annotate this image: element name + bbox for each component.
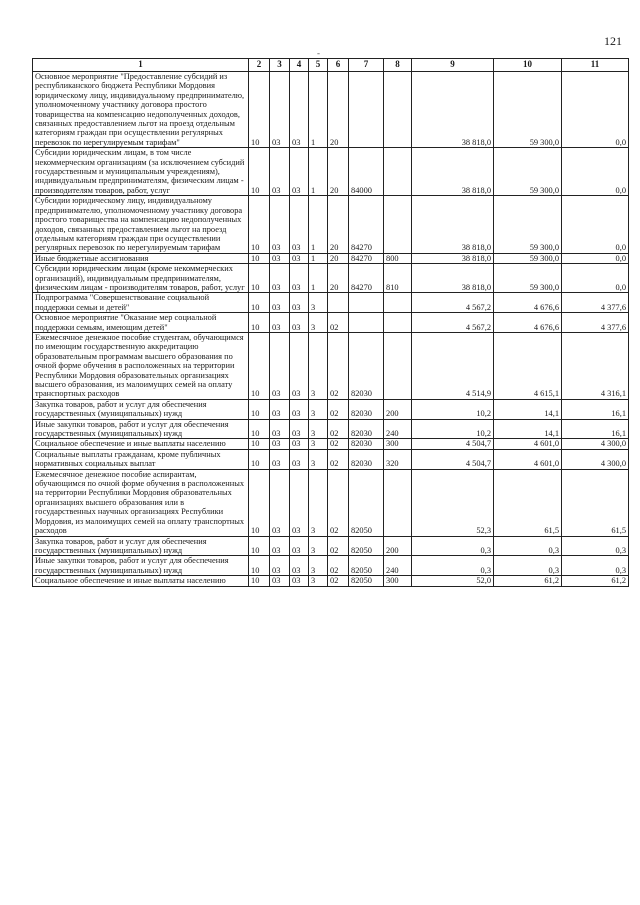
direction-code xyxy=(349,72,384,148)
row-name: Иные закупки товаров, работ и услуг для обеспечения государственных (муниципальных) нужд xyxy=(33,419,249,439)
row-name: Закупка товаров, работ и услуг для обеспечения государственных (муниципальных) нужд xyxy=(33,399,249,419)
page-number: 121 xyxy=(604,34,622,48)
amount-year-1: 10,2 xyxy=(412,419,494,439)
activity-code: 02 xyxy=(328,399,349,419)
amount-year-3: 4 377,6 xyxy=(562,313,629,333)
expense-type-code xyxy=(384,313,412,333)
table-row xyxy=(33,576,629,586)
expense-type-code: 240 xyxy=(384,556,412,576)
column-header: 1 xyxy=(33,59,249,72)
activity-code: 20 xyxy=(328,196,349,253)
row-name: Ежемесячное денежное пособие студентам, обучающимся по имеющим государственную аккредитацию образовательным программам высшего образования по очной форме обучения в расположенных на территории Республики Мордовия образовательных организациях высшего образования, из малоимущих семей на оплату транспортных расходов xyxy=(33,332,249,399)
subprogram-code: 3 xyxy=(309,536,328,556)
table-row xyxy=(33,313,629,333)
amount-year-2: 4 601,0 xyxy=(494,439,562,449)
section-code: 10 xyxy=(249,313,270,333)
amount-year-1: 38 818,0 xyxy=(412,253,494,263)
amount-year-1: 10,2 xyxy=(412,399,494,419)
amount-year-2: 4 676,6 xyxy=(494,293,562,313)
column-header: 5 xyxy=(309,59,328,72)
subsection-code: 03 xyxy=(270,264,290,293)
subsection-code: 03 xyxy=(270,576,290,586)
subprogram-code: 3 xyxy=(309,399,328,419)
table-row xyxy=(33,253,629,263)
subprogram-code: 3 xyxy=(309,556,328,576)
amount-year-3: 4 300,0 xyxy=(562,449,629,469)
subprogram-code: 3 xyxy=(309,449,328,469)
expense-type-code: 800 xyxy=(384,253,412,263)
subprogram-code: 1 xyxy=(309,148,328,196)
program-code: 03 xyxy=(290,72,309,148)
column-header: 6 xyxy=(328,59,349,72)
amount-year-3: 0,0 xyxy=(562,196,629,253)
table-row xyxy=(33,536,629,556)
section-code: 10 xyxy=(249,419,270,439)
subsection-code: 03 xyxy=(270,196,290,253)
subsection-code: 03 xyxy=(270,332,290,399)
amount-year-1: 38 818,0 xyxy=(412,196,494,253)
expense-type-code: 810 xyxy=(384,264,412,293)
direction-code: 82030 xyxy=(349,439,384,449)
column-header: 11 xyxy=(562,59,629,72)
subprogram-code: 3 xyxy=(309,419,328,439)
subprogram-code: 3 xyxy=(309,439,328,449)
column-header: 3 xyxy=(270,59,290,72)
amount-year-1: 4 514,9 xyxy=(412,332,494,399)
table-row xyxy=(33,449,629,469)
subprogram-code: 1 xyxy=(309,196,328,253)
subprogram-code: 3 xyxy=(309,576,328,586)
amount-year-2: 59 300,0 xyxy=(494,72,562,148)
amount-year-2: 61,5 xyxy=(494,469,562,536)
activity-code: 20 xyxy=(328,264,349,293)
expense-type-code: 200 xyxy=(384,536,412,556)
program-code: 03 xyxy=(290,536,309,556)
section-code: 10 xyxy=(249,253,270,263)
table-row xyxy=(33,332,629,399)
amount-year-2: 4 615,1 xyxy=(494,332,562,399)
row-name: Основное мероприятие "Оказание мер социальной поддержки семьям, имеющим детей" xyxy=(33,313,249,333)
table-row xyxy=(33,72,629,148)
amount-year-2: 0,3 xyxy=(494,556,562,576)
amount-year-1: 38 818,0 xyxy=(412,148,494,196)
row-name: Субсидии юридическому лицу, индивидуальному предпринимателю, уполномоченному участнику договора простого товарищества на компенсацию недополученных доходов, связанных предоставлением льгот на проезд отдельным категориям граждан при осуществлении регулярных перевозок по нерегулируемым тарифам xyxy=(33,196,249,253)
top-mark: - xyxy=(317,48,320,58)
direction-code: 84270 xyxy=(349,264,384,293)
row-name: Субсидии юридическим лицам (кроме некоммерческих организаций), индивидуальным предпринимателям, физическим лицам - производителям товаров, работ, услуг xyxy=(33,264,249,293)
amount-year-1: 4 504,7 xyxy=(412,449,494,469)
expense-type-code xyxy=(384,196,412,253)
activity-code: 02 xyxy=(328,419,349,439)
amount-year-1: 52,3 xyxy=(412,469,494,536)
activity-code: 02 xyxy=(328,576,349,586)
row-name: Ежемесячное денежное пособие аспирантам, обучающимся по очной форме обучения в расположенных на территории Республики Мордовия образовательных организациях высшего образования или в государственных научных организациях Республики Мордовия, из малоимущих семей на оплату транспортных расходов xyxy=(33,469,249,536)
subsection-code: 03 xyxy=(270,469,290,536)
amount-year-1: 4 567,2 xyxy=(412,293,494,313)
amount-year-2: 61,2 xyxy=(494,576,562,586)
amount-year-3: 61,5 xyxy=(562,469,629,536)
program-code: 03 xyxy=(290,449,309,469)
expense-type-code: 300 xyxy=(384,576,412,586)
column-header: 10 xyxy=(494,59,562,72)
table-row xyxy=(33,439,629,449)
table-row xyxy=(33,419,629,439)
amount-year-3: 0,3 xyxy=(562,556,629,576)
expense-type-code: 300 xyxy=(384,439,412,449)
program-code: 03 xyxy=(290,313,309,333)
subprogram-code: 3 xyxy=(309,293,328,313)
section-code: 10 xyxy=(249,196,270,253)
subprogram-code: 3 xyxy=(309,332,328,399)
row-name: Иные бюджетные ассигнования xyxy=(33,253,249,263)
section-code: 10 xyxy=(249,332,270,399)
activity-code: 02 xyxy=(328,536,349,556)
amount-year-2: 14,1 xyxy=(494,419,562,439)
amount-year-3: 4 300,0 xyxy=(562,439,629,449)
subsection-code: 03 xyxy=(270,399,290,419)
subprogram-code: 3 xyxy=(309,469,328,536)
direction-code: 82050 xyxy=(349,469,384,536)
expense-type-code xyxy=(384,293,412,313)
program-code: 03 xyxy=(290,576,309,586)
amount-year-2: 59 300,0 xyxy=(494,148,562,196)
amount-year-3: 4 316,1 xyxy=(562,332,629,399)
row-name: Субсидии юридическим лицам, в том числе некоммерческим организациям (за исключением субсидий государственным и муниципальным учреждениям), индивидуальным предпринимателям, физическим лицам - производителям товаров, работ, услуг xyxy=(33,148,249,196)
row-name: Основное мероприятие "Предоставление субсидий из республиканского бюджета Республики Мордовия юридическому лицу, индивидуальному предпринимателю, уполномоченному участнику договора простого товарищества на компенсацию недополученных доходов, связанных предоставлением льгот на проезд отдельным категориям граждан при осуществлении регулярных перевозок по нерегулируемым тарифам" xyxy=(33,72,249,148)
amount-year-1: 38 818,0 xyxy=(412,72,494,148)
expense-type-code: 320 xyxy=(384,449,412,469)
section-code: 10 xyxy=(249,72,270,148)
amount-year-3: 0,0 xyxy=(562,148,629,196)
row-name: Закупка товаров, работ и услуг для обеспечения государственных (муниципальных) нужд xyxy=(33,536,249,556)
section-code: 10 xyxy=(249,293,270,313)
expense-type-code xyxy=(384,72,412,148)
subsection-code: 03 xyxy=(270,148,290,196)
amount-year-3: 16,1 xyxy=(562,419,629,439)
subprogram-code: 1 xyxy=(309,72,328,148)
table-row xyxy=(33,469,629,536)
amount-year-1: 52,0 xyxy=(412,576,494,586)
table-row xyxy=(33,556,629,576)
amount-year-3: 0,3 xyxy=(562,536,629,556)
column-header: 8 xyxy=(384,59,412,72)
subsection-code: 03 xyxy=(270,449,290,469)
activity-code: 02 xyxy=(328,469,349,536)
subsection-code: 03 xyxy=(270,293,290,313)
activity-code xyxy=(328,293,349,313)
program-code: 03 xyxy=(290,264,309,293)
section-code: 10 xyxy=(249,556,270,576)
section-code: 10 xyxy=(249,449,270,469)
expense-type-code xyxy=(384,469,412,536)
program-code: 03 xyxy=(290,439,309,449)
subsection-code: 03 xyxy=(270,536,290,556)
direction-code: 82050 xyxy=(349,536,384,556)
column-header: 2 xyxy=(249,59,270,72)
amount-year-1: 4 504,7 xyxy=(412,439,494,449)
amount-year-3: 0,0 xyxy=(562,72,629,148)
activity-code: 02 xyxy=(328,313,349,333)
direction-code xyxy=(349,293,384,313)
program-code: 03 xyxy=(290,253,309,263)
activity-code: 20 xyxy=(328,72,349,148)
amount-year-2: 4 676,6 xyxy=(494,313,562,333)
section-code: 10 xyxy=(249,399,270,419)
table-row xyxy=(33,148,629,196)
section-code: 10 xyxy=(249,148,270,196)
expense-type-code: 240 xyxy=(384,419,412,439)
header-row xyxy=(33,59,629,72)
direction-code: 82030 xyxy=(349,449,384,469)
column-header: 9 xyxy=(412,59,494,72)
section-code: 10 xyxy=(249,536,270,556)
subprogram-code: 3 xyxy=(309,313,328,333)
direction-code: 84270 xyxy=(349,196,384,253)
program-code: 03 xyxy=(290,332,309,399)
activity-code: 20 xyxy=(328,253,349,263)
subsection-code: 03 xyxy=(270,72,290,148)
amount-year-1: 0,3 xyxy=(412,556,494,576)
section-code: 10 xyxy=(249,439,270,449)
row-name: Подпрограмма "Совершенствование социальной поддержки семьи и детей" xyxy=(33,293,249,313)
amount-year-1: 38 818,0 xyxy=(412,264,494,293)
activity-code: 02 xyxy=(328,449,349,469)
row-name: Иные закупки товаров, работ и услуг для обеспечения государственных (муниципальных) нужд xyxy=(33,556,249,576)
activity-code: 02 xyxy=(328,556,349,576)
budget-table xyxy=(32,58,629,587)
amount-year-3: 16,1 xyxy=(562,399,629,419)
section-code: 10 xyxy=(249,469,270,536)
subsection-code: 03 xyxy=(270,556,290,576)
subprogram-code: 1 xyxy=(309,253,328,263)
column-header: 4 xyxy=(290,59,309,72)
program-code: 03 xyxy=(290,148,309,196)
activity-code: 02 xyxy=(328,332,349,399)
subsection-code: 03 xyxy=(270,253,290,263)
column-header: 7 xyxy=(349,59,384,72)
activity-code: 20 xyxy=(328,148,349,196)
amount-year-3: 4 377,6 xyxy=(562,293,629,313)
amount-year-2: 59 300,0 xyxy=(494,196,562,253)
amount-year-2: 0,3 xyxy=(494,536,562,556)
section-code: 10 xyxy=(249,576,270,586)
program-code: 03 xyxy=(290,419,309,439)
table-row xyxy=(33,293,629,313)
direction-code: 82030 xyxy=(349,332,384,399)
direction-code: 82050 xyxy=(349,576,384,586)
program-code: 03 xyxy=(290,556,309,576)
program-code: 03 xyxy=(290,293,309,313)
direction-code: 82030 xyxy=(349,399,384,419)
amount-year-2: 59 300,0 xyxy=(494,253,562,263)
expense-type-code xyxy=(384,148,412,196)
amount-year-3: 61,2 xyxy=(562,576,629,586)
row-name: Социальные выплаты гражданам, кроме публичных нормативных социальных выплат xyxy=(33,449,249,469)
amount-year-3: 0,0 xyxy=(562,264,629,293)
direction-code: 82030 xyxy=(349,419,384,439)
direction-code: 82050 xyxy=(349,556,384,576)
amount-year-3: 0,0 xyxy=(562,253,629,263)
amount-year-1: 4 567,2 xyxy=(412,313,494,333)
subsection-code: 03 xyxy=(270,313,290,333)
direction-code: 84000 xyxy=(349,148,384,196)
program-code: 03 xyxy=(290,196,309,253)
row-name: Социальное обеспечение и иные выплаты населению xyxy=(33,576,249,586)
expense-type-code: 200 xyxy=(384,399,412,419)
amount-year-2: 4 601,0 xyxy=(494,449,562,469)
amount-year-2: 14,1 xyxy=(494,399,562,419)
subsection-code: 03 xyxy=(270,439,290,449)
program-code: 03 xyxy=(290,469,309,536)
amount-year-2: 59 300,0 xyxy=(494,264,562,293)
table-row xyxy=(33,264,629,293)
expense-type-code xyxy=(384,332,412,399)
program-code: 03 xyxy=(290,399,309,419)
activity-code: 02 xyxy=(328,439,349,449)
section-code: 10 xyxy=(249,264,270,293)
direction-code xyxy=(349,313,384,333)
amount-year-1: 0,3 xyxy=(412,536,494,556)
table-row xyxy=(33,399,629,419)
subprogram-code: 1 xyxy=(309,264,328,293)
table-row xyxy=(33,196,629,253)
row-name: Социальное обеспечение и иные выплаты населению xyxy=(33,439,249,449)
direction-code: 84270 xyxy=(349,253,384,263)
subsection-code: 03 xyxy=(270,419,290,439)
